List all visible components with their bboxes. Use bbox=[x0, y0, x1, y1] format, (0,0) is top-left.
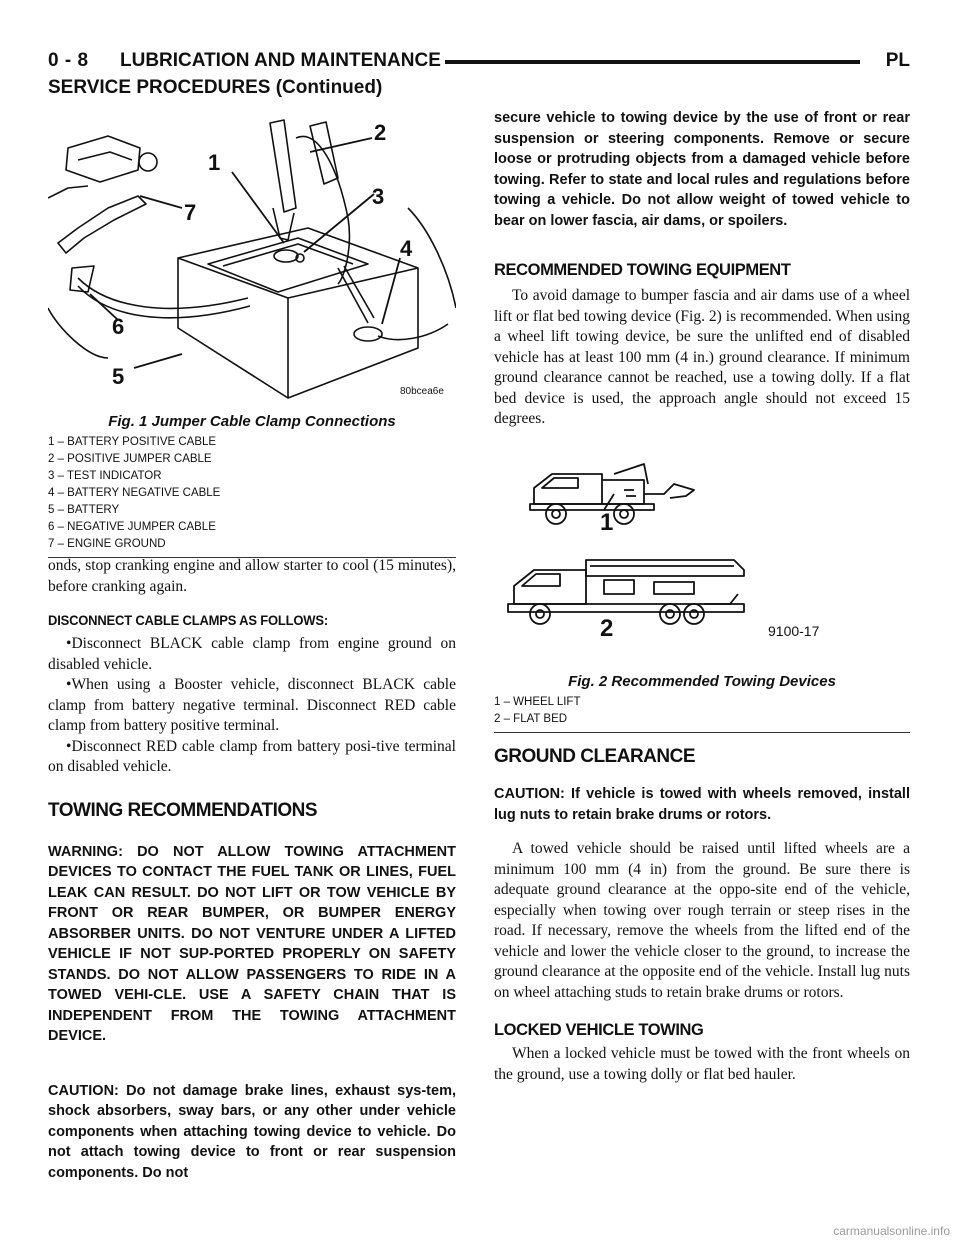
continued-paragraph: onds, stop cranking engine and allow starter to cool (15 minutes), before cranking again. bbox=[48, 557, 456, 595]
page-header bbox=[48, 50, 910, 78]
fig1-legend-item: 2 – POSITIVE JUMPER CABLE bbox=[48, 453, 212, 465]
fig1-legend-item: 3 – TEST INDICATOR bbox=[48, 470, 162, 482]
fig1-callout-6: 6 bbox=[112, 314, 125, 339]
right-column-lower bbox=[494, 746, 910, 1085]
equipment-heading: RECOMMENDED TOWING EQUIPMENT bbox=[494, 261, 791, 279]
fig1-callout-2: 2 bbox=[374, 120, 387, 145]
clearance-heading: GROUND CLEARANCE bbox=[494, 746, 695, 767]
towing-devices-illustration bbox=[494, 454, 910, 664]
fig2-legend-item: 1 – WHEEL LIFT bbox=[494, 696, 581, 708]
fig1-legend-item: 6 – NEGATIVE JUMPER CABLE bbox=[48, 521, 216, 533]
fig2-rule bbox=[494, 732, 910, 733]
jumper-cable-illustration bbox=[48, 108, 456, 408]
fig1-callout-4: 4 bbox=[400, 236, 413, 261]
disconnect-heading: DISCONNECT CABLE CLAMPS AS FOLLOWS: bbox=[48, 612, 328, 629]
chapter-title: LUBRICATION AND MAINTENANCE bbox=[120, 50, 441, 71]
fig1-image-code: 80bcea6e bbox=[400, 386, 444, 397]
locked-paragraph: When a locked vehicle must be towed with the front wheels on the ground, use a towing dolly or flat bed hauler. bbox=[494, 1045, 910, 1083]
watermark: carmanualsonline.info bbox=[833, 1224, 950, 1238]
section-heading: SERVICE PROCEDURES (Continued) bbox=[48, 77, 383, 98]
fig1-callout-1: 1 bbox=[208, 150, 221, 175]
fig2-legend bbox=[494, 694, 910, 728]
caution-continued: secure vehicle to towing device by the use of front or rear suspension or steering components. Remove or secure loose or protruding objects from a damaged vehicle before towing. Refer to state and local rules and regulations before towing a vehicle. Do not allow weight of towed vehicle to bear on lower fascia, air dams, or spoilers. bbox=[494, 110, 910, 229]
manual-code: PL bbox=[885, 50, 910, 71]
figure-1 bbox=[48, 108, 456, 548]
fig1-callout-5: 5 bbox=[112, 364, 125, 389]
right-column bbox=[494, 108, 910, 430]
towing-caution: CAUTION: Do not damage brake lines, exhaust sys-tem, shock absorbers, sway bars, or any other under vehicle components when attaching towing device to vehicle. Do not attach towing device to front or rear suspension components. Do not bbox=[48, 1082, 456, 1181]
page-number: 0 - 8 bbox=[48, 50, 89, 71]
fig2-title: Fig. 2 Recommended Towing Devices bbox=[568, 673, 836, 690]
fig2-image-code: 9100-17 bbox=[768, 623, 820, 639]
clearance-paragraph: A towed vehicle should be raised until lifted wheels are a minimum 100 mm (4 in) from the ground. Be sure there is adequate ground clearance at the oppo-site end of the vehicle, especially when towing over rough terrain or steep rises in the road. If necessary, remove the wheels from the lifted end of the vehicle and lower the vehicle closer to the ground, to increase the ground clearance at the opposite end of the vehicle. Install lug nuts on wheel attaching studs to retain brake drums or rotors. bbox=[494, 840, 910, 1001]
fig1-legend-item: 1 – BATTERY POSITIVE CABLE bbox=[48, 436, 217, 448]
fig1-legend bbox=[48, 434, 456, 553]
list-item: •Disconnect BLACK cable clamp from engine ground on disabled vehicle. bbox=[48, 635, 456, 673]
fig2-callout-1: 1 bbox=[600, 509, 614, 536]
figure-2 bbox=[494, 454, 910, 724]
fig1-legend-item: 7 – ENGINE GROUND bbox=[48, 538, 166, 550]
fig1-callout-7: 7 bbox=[184, 200, 197, 225]
fig1-title: Fig. 1 Jumper Cable Clamp Connections bbox=[108, 413, 396, 430]
fig1-legend-item: 4 – BATTERY NEGATIVE CABLE bbox=[48, 487, 221, 499]
list-item: •Disconnect RED cable clamp from battery posi-tive terminal on disabled vehicle. bbox=[48, 737, 456, 775]
clearance-caution: CAUTION: If vehicle is towed with wheels removed, install lug nuts to retain brake drums or rotors. bbox=[494, 786, 910, 823]
fig2-legend-item: 2 – FLAT BED bbox=[494, 713, 568, 725]
locked-heading: LOCKED VEHICLE TOWING bbox=[494, 1021, 704, 1039]
header-rule bbox=[445, 60, 860, 64]
list-item: •When using a Booster vehicle, disconnect BLACK cable clamp from battery negative terminal. Disconnect RED cable clamp from battery positive terminal. bbox=[48, 676, 456, 734]
fig1-callout-3: 3 bbox=[372, 184, 385, 209]
towing-warning: WARNING: DO NOT ALLOW TOWING ATTACHMENT DEVICES TO CONTACT THE FUEL TANK OR LINES, FUEL LEAK CAN RESULT. DO NOT LIFT OR TOW VEHICLE BY FRONT OR REAR BUMPER, OR BUMPER ENERGY ABSORBER UNITS. DO NOT VENTURE UNDER A LIFTED VEHICLE IF NOT SUP-PORTED PROPERLY ON SAFETY STANDS. DO NOT ALLOW PASSENGERS TO RIDE IN A TOWED VEHI-CLE. USE A SAFETY CHAIN THAT IS INDEPENDENT FROM THE TOWING ATTACHMENT DEVICE. bbox=[48, 843, 456, 1044]
towing-heading: TOWING RECOMMENDATIONS bbox=[48, 799, 318, 821]
disconnect-list bbox=[48, 634, 456, 778]
equipment-paragraph: To avoid damage to bumper fascia and air dams use of a wheel lift or flat bed towing device (Fig. 2) is recommended. When using a wheel lift towing device, be sure the unlifted end of disabled vehicle has at least 100 mm (4 in.) ground clearance. If minimum ground clearance cannot be reached, use a towing dolly. If a flat bed device is used, the approach angle should not exceed 15 degrees. bbox=[494, 287, 910, 427]
left-column bbox=[48, 556, 456, 1183]
fig1-legend-item: 5 – BATTERY bbox=[48, 504, 120, 516]
fig2-callout-2: 2 bbox=[600, 615, 614, 642]
